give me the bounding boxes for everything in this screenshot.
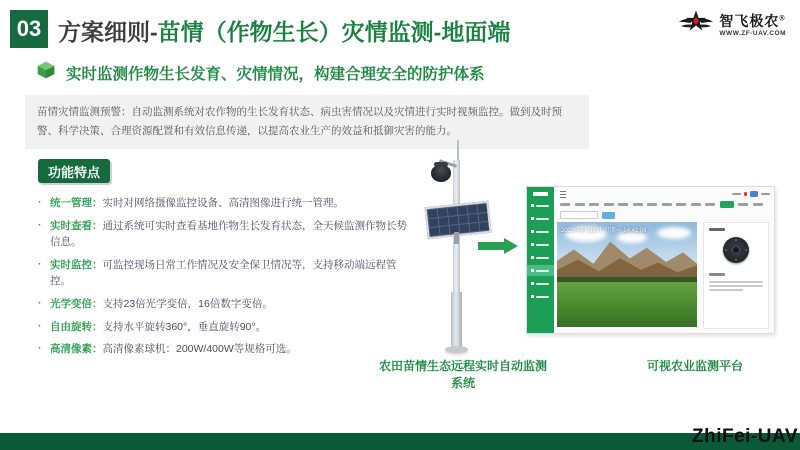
logo-emblem-icon <box>677 8 715 43</box>
menu-icon <box>531 217 534 220</box>
feature-item <box>38 341 416 357</box>
features-label: 功能特点 <box>38 159 110 183</box>
feature-item <box>38 195 416 211</box>
field-camera-view <box>557 222 697 327</box>
avatar[interactable] <box>750 191 758 197</box>
feature-term: 光学变倍： <box>50 297 103 310</box>
feature-term: 自由旋转： <box>50 320 103 333</box>
feature-item <box>38 296 416 312</box>
platform-sidebar-item[interactable] <box>527 226 554 237</box>
video-timestamp: 2022年4月11日 星期一 14:42:06 <box>561 228 647 234</box>
platform-sidebar-item[interactable] <box>527 239 554 250</box>
platform-sidebar-item[interactable] <box>527 213 554 224</box>
feature-desc: 支持23倍光学变倍，16倍数字变倍。 <box>102 297 273 310</box>
platform-tab[interactable] <box>705 203 715 206</box>
feature-desc: 实时对网络摄像监控设备、高清图像进行统一管理。 <box>102 197 344 209</box>
panel-text-line <box>709 281 763 283</box>
feature-desc: 通过系统可实时查看基地作物生长发育状态，全天候监测作物长势信息。 <box>50 219 407 249</box>
platform-tab[interactable] <box>691 203 701 206</box>
subtitle-text: 实时监测作物生长发育、灾情情况，构建合理安全的防护体系 <box>66 65 485 83</box>
platform-tab[interactable] <box>604 203 614 206</box>
logo-site: WWW.ZF-UAV.COM <box>719 29 786 37</box>
section-number: 03 <box>10 10 48 48</box>
platform-sidebar-item[interactable] <box>527 252 554 263</box>
panel-subheader-bar <box>709 273 725 276</box>
menu-icon <box>531 282 534 285</box>
footer-brand: ZhiFei-UAV <box>692 426 798 447</box>
logo-text <box>719 14 786 37</box>
feature-term: 统一管理： <box>50 197 103 209</box>
subtitle-row <box>36 60 485 85</box>
platform-tab-active[interactable] <box>720 201 734 208</box>
feature-term: 实时查看： <box>50 219 103 232</box>
search-input[interactable] <box>560 211 598 219</box>
platform-sidebar-item[interactable] <box>527 200 554 211</box>
green-field <box>557 282 697 327</box>
notification-dot-icon[interactable] <box>744 192 748 196</box>
platform-tab[interactable] <box>560 203 570 206</box>
platform-sidebar-item-active[interactable] <box>527 265 554 276</box>
feature-desc: 高清像素球机：200W/400W等规格可选。 <box>102 343 297 356</box>
dome-camera-icon <box>431 165 451 182</box>
platform-sidebar-item[interactable] <box>527 291 554 302</box>
page-title-highlight: 苗情（作物生长）灾情监测-地面端 <box>157 19 511 45</box>
registered-mark: ® <box>779 15 786 23</box>
ptz-center-button[interactable] <box>732 246 740 254</box>
menu-icon <box>531 256 534 259</box>
menu-icon <box>531 230 534 233</box>
search-button[interactable] <box>602 212 615 219</box>
platform-tab[interactable] <box>676 203 686 206</box>
platform-tab-bar <box>560 200 768 208</box>
platform-search-row <box>560 211 615 219</box>
panel-text-line <box>709 289 743 291</box>
feature-term: 实时监控： <box>50 258 103 271</box>
platform-tab[interactable] <box>589 203 599 206</box>
solar-panel-mount <box>454 232 459 244</box>
feature-item <box>38 257 416 290</box>
features-list <box>38 195 416 364</box>
feature-item <box>38 319 416 335</box>
platform-tab[interactable] <box>738 203 748 206</box>
menu-icon <box>531 295 534 298</box>
feature-desc: 可监控现场日常工作情况及安全保卫情况等，支持移动端远程管控。 <box>50 258 397 288</box>
cube-icon <box>36 60 56 85</box>
footer-bar <box>0 433 800 450</box>
platform-sidebar-item[interactable] <box>527 278 554 289</box>
page-title-prefix: 方案细则- <box>58 19 158 45</box>
platform-sidebar <box>527 187 554 333</box>
ptz-control-panel <box>703 222 769 329</box>
ptz-knob[interactable] <box>723 237 749 263</box>
feature-term: 高清像素： <box>50 343 103 356</box>
arrow-right-icon <box>478 238 518 254</box>
platform-sidebar-title <box>533 192 548 196</box>
cloud <box>657 227 691 239</box>
page-title <box>58 14 510 47</box>
platform-tab[interactable] <box>647 203 657 206</box>
device-caption: 农田苗情生态远程实时自动监测系统 <box>378 359 547 390</box>
antenna <box>457 140 459 162</box>
platform-tab[interactable] <box>633 203 643 206</box>
menu-icon <box>531 204 534 207</box>
platform-screenshot <box>526 186 775 334</box>
platform-user-area <box>732 191 771 197</box>
hamburger-icon[interactable] <box>560 191 566 198</box>
menu-icon <box>531 243 534 246</box>
pole-lower <box>451 292 462 348</box>
menu-icon <box>531 269 534 272</box>
feature-item <box>38 218 416 251</box>
platform-tab[interactable] <box>662 203 672 206</box>
platform-tab[interactable] <box>575 203 585 206</box>
platform-tab[interactable] <box>753 203 763 206</box>
feature-desc: 支持水平旋转360°，垂直旋转90°。 <box>102 320 267 333</box>
panel-text-line <box>709 285 763 287</box>
logo-name: 智飞极农® <box>719 13 786 30</box>
intro-paragraph: 苗情灾情监测预警：自动监测系统对农作物的生长发育状态、病虫害情况以及灾情进行实时视频监控。做到及时预警、科学决策、合理资源配置和有效信息传递，以提高农业生产的效益和抵御灾害的能力。 <box>25 95 589 149</box>
pole-base <box>445 346 468 353</box>
platform-tab[interactable] <box>618 203 628 206</box>
brand-logo <box>677 8 786 43</box>
panel-header-bar <box>709 228 725 231</box>
platform-caption: 可视农业监测平台 <box>646 359 743 373</box>
